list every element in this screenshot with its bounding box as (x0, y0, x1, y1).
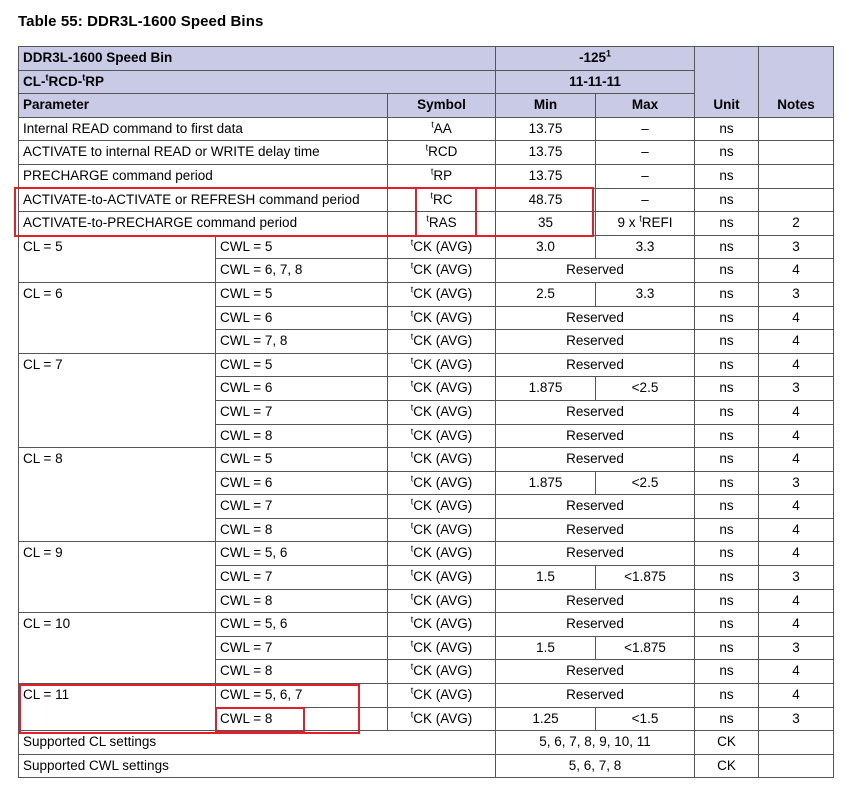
param-unit: ns (695, 164, 759, 188)
cwl-unit: ns (695, 282, 759, 306)
max-header: Max (596, 94, 695, 118)
cwl-max: 3.3 (596, 235, 695, 259)
speed-bin-label: DDR3L-1600 Speed Bin (19, 47, 496, 71)
symbol-header: Symbol (388, 94, 496, 118)
reserved-cell: Reserved (496, 400, 695, 424)
symbol-t-prefix: t (410, 591, 414, 602)
symbol-text: CK (AVG) (413, 639, 473, 655)
param-name: PRECHARGE command period (19, 164, 388, 188)
cwl-label: CWL = 5 (216, 353, 388, 377)
tck-symbol (388, 660, 496, 684)
cwl-notes: 3 (759, 566, 834, 590)
cwl-label: CWL = 8 (216, 424, 388, 448)
symbol-text: CK (AVG) (413, 545, 473, 561)
cwl-notes: 4 (759, 306, 834, 330)
cwl-notes: 4 (759, 684, 834, 708)
cwl-unit: ns (695, 518, 759, 542)
symbol-t-prefix: t (410, 709, 414, 720)
reserved-cell: Reserved (496, 448, 695, 472)
cwl-min: 2.5 (496, 282, 596, 306)
tck-symbol (388, 684, 496, 708)
cl-trcd-trp-label: CL-$^t$RCD-$^t$RP (19, 70, 496, 94)
cwl-notes: 4 (759, 660, 834, 684)
param-notes (759, 117, 834, 141)
cl-cwl-row (19, 353, 834, 377)
cwl-notes: 4 (759, 330, 834, 354)
reserved-cell: Reserved (496, 259, 695, 283)
symbol-t-prefix: t (430, 190, 433, 201)
cwl-notes: 3 (759, 636, 834, 660)
symbol-text: CK (AVG) (413, 309, 473, 325)
symbol-text: CK (AVG) (413, 592, 473, 608)
param-symbol (388, 117, 496, 141)
param-name: ACTIVATE to internal READ or WRITE delay time (19, 141, 388, 165)
tck-symbol (388, 613, 496, 637)
tck-symbol (388, 306, 496, 330)
speed-bin-table (18, 46, 834, 778)
cwl-unit: ns (695, 684, 759, 708)
symbol-text: RCD (428, 144, 458, 160)
param-row (19, 188, 834, 212)
cwl-min: 1.5 (496, 636, 596, 660)
cwl-label: CWL = 5, 6 (216, 542, 388, 566)
cwl-label: CWL = 5 (216, 282, 388, 306)
cwl-max: <2.5 (596, 471, 695, 495)
symbol-text: CK (AVG) (413, 451, 473, 467)
cwl-notes: 3 (759, 471, 834, 495)
param-min: 35 (496, 212, 596, 236)
cwl-notes: 3 (759, 235, 834, 259)
cwl-notes: 4 (759, 400, 834, 424)
param-unit: ns (695, 212, 759, 236)
cwl-label: CWL = 5 (216, 448, 388, 472)
symbol-t-prefix: t (410, 567, 414, 578)
cwl-unit: ns (695, 377, 759, 401)
cl-label: CL = 6 (19, 282, 216, 353)
cwl-unit: ns (695, 400, 759, 424)
param-unit: ns (695, 141, 759, 165)
parameter-header: Parameter (19, 94, 388, 118)
symbol-text: CK (AVG) (413, 238, 473, 254)
cl-label: CL = 10 (19, 613, 216, 684)
tck-symbol (388, 282, 496, 306)
symbol-text: CK (AVG) (413, 285, 473, 301)
notes-header: Notes (759, 47, 834, 118)
symbol-t-prefix: t (410, 661, 414, 672)
cwl-label: CWL = 8 (216, 660, 388, 684)
cwl-label: CWL = 6, 7, 8 (216, 259, 388, 283)
param-symbol (388, 164, 496, 188)
supported-notes (759, 731, 834, 755)
param-min: 13.75 (496, 117, 596, 141)
param-min: 48.75 (496, 188, 596, 212)
supported-unit: CK (695, 731, 759, 755)
param-notes: 2 (759, 212, 834, 236)
cl-cwl-row (19, 235, 834, 259)
tck-symbol (388, 235, 496, 259)
param-unit: ns (695, 188, 759, 212)
symbol-t-prefix: t (410, 308, 414, 319)
cwl-label: CWL = 8 (216, 707, 388, 731)
tck-symbol (388, 518, 496, 542)
reserved-cell: Reserved (496, 353, 695, 377)
cl-cwl-row (19, 684, 834, 708)
cwl-max: <1.875 (596, 636, 695, 660)
symbol-text: CK (AVG) (413, 474, 473, 490)
symbol-t-prefix: t (410, 520, 414, 531)
symbol-text: AA (433, 120, 452, 136)
cwl-max: <2.5 (596, 377, 695, 401)
symbol-t-prefix: t (426, 213, 429, 224)
reserved-cell: Reserved (496, 330, 695, 354)
max-prefix: 9 x (617, 215, 640, 231)
cwl-label: CWL = 6 (216, 471, 388, 495)
min-header: Min (496, 94, 596, 118)
symbol-text: RP (433, 167, 453, 183)
symbol-t-prefix: t (410, 685, 414, 696)
cwl-min: 1.25 (496, 707, 596, 731)
symbol-text: CK (AVG) (413, 687, 473, 703)
symbol-t-prefix: t (410, 284, 414, 295)
cwl-label: CWL = 8 (216, 518, 388, 542)
cwl-label: CWL = 6 (216, 377, 388, 401)
symbol-t-prefix: t (410, 331, 414, 342)
cwl-label: CWL = 8 (216, 589, 388, 613)
reserved-cell: Reserved (496, 684, 695, 708)
reserved-cell: Reserved (496, 613, 695, 637)
param-row (19, 164, 834, 188)
unit-header: Unit (695, 47, 759, 118)
tck-symbol (388, 353, 496, 377)
cwl-unit: ns (695, 542, 759, 566)
symbol-text: CK (AVG) (413, 710, 473, 726)
tck-symbol (388, 330, 496, 354)
supported-notes (759, 754, 834, 778)
param-row (19, 117, 834, 141)
symbol-text: CK (AVG) (413, 427, 473, 443)
cwl-unit: ns (695, 636, 759, 660)
reserved-cell: Reserved (496, 306, 695, 330)
cwl-min: 1.5 (496, 566, 596, 590)
param-max: – (596, 141, 695, 165)
param-name: Internal READ command to first data (19, 117, 388, 141)
tck-symbol (388, 566, 496, 590)
max-symbol: REFI (641, 215, 673, 231)
reserved-cell: Reserved (496, 518, 695, 542)
symbol-text: CK (AVG) (413, 663, 473, 679)
symbol-t-prefix: t (410, 402, 414, 413)
supported-value: 5, 6, 7, 8, 9, 10, 11 (496, 731, 695, 755)
tck-symbol (388, 471, 496, 495)
cwl-notes: 3 (759, 377, 834, 401)
cwl-label: CWL = 7 (216, 636, 388, 660)
cwl-unit: ns (695, 613, 759, 637)
param-max: – (596, 117, 695, 141)
param-notes (759, 188, 834, 212)
cwl-notes: 4 (759, 518, 834, 542)
tck-symbol (388, 542, 496, 566)
cwl-unit: ns (695, 448, 759, 472)
cwl-label: CWL = 7 (216, 400, 388, 424)
reserved-cell: Reserved (496, 495, 695, 519)
cwl-label: CWL = 5, 6 (216, 613, 388, 637)
supported-label: Supported CWL settings (19, 754, 496, 778)
cwl-notes: 4 (759, 542, 834, 566)
param-name: ACTIVATE-to-PRECHARGE command period (19, 212, 388, 236)
cl-label: CL = 5 (19, 235, 216, 282)
supported-unit: CK (695, 754, 759, 778)
symbol-text: RAS (428, 215, 457, 231)
symbol-t-prefix: t (410, 543, 414, 554)
reserved-cell: Reserved (496, 660, 695, 684)
reserved-cell: Reserved (496, 542, 695, 566)
cwl-unit: ns (695, 566, 759, 590)
cwl-label: CWL = 7, 8 (216, 330, 388, 354)
reserved-cell: Reserved (496, 424, 695, 448)
cwl-unit: ns (695, 589, 759, 613)
symbol-t-prefix: t (431, 119, 434, 130)
cl-cwl-row (19, 448, 834, 472)
reserved-cell: Reserved (496, 589, 695, 613)
cwl-unit: ns (695, 471, 759, 495)
supported-row (19, 754, 834, 778)
header-row-speed-bin (19, 47, 834, 71)
symbol-t-prefix: t (430, 166, 434, 177)
cwl-unit: ns (695, 259, 759, 283)
tck-symbol (388, 424, 496, 448)
cwl-label: CWL = 7 (216, 566, 388, 590)
symbol-t-prefix: t (410, 426, 414, 436)
cwl-unit: ns (695, 353, 759, 377)
cl-cwl-row (19, 542, 834, 566)
symbol-t-prefix: t (425, 142, 429, 153)
param-notes (759, 164, 834, 188)
param-name: ACTIVATE-to-ACTIVATE or REFRESH command period (19, 188, 388, 212)
cwl-label: CWL = 7 (216, 495, 388, 519)
tck-symbol (388, 259, 496, 283)
param-max: – (596, 188, 695, 212)
tck-symbol (388, 400, 496, 424)
cl-label: CL = 7 (19, 353, 216, 447)
param-max (596, 212, 695, 236)
cwl-unit: ns (695, 306, 759, 330)
symbol-t-prefix: t (410, 473, 414, 484)
cwl-notes: 3 (759, 707, 834, 731)
speed-grade: $-125^1$ (496, 47, 695, 71)
symbol-t-prefix: t (410, 378, 414, 389)
cwl-unit: ns (695, 495, 759, 519)
cl-cwl-row (19, 613, 834, 637)
param-max: – (596, 164, 695, 188)
cl-label: CL = 9 (19, 542, 216, 613)
param-symbol (388, 141, 496, 165)
symbol-t-prefix: t (410, 614, 414, 625)
param-min: 13.75 (496, 141, 596, 165)
cl-label: CL = 11 (19, 684, 216, 731)
cwl-unit: ns (695, 235, 759, 259)
cwl-label: CWL = 5, 6, 7 (216, 684, 388, 708)
cwl-notes: 4 (759, 613, 834, 637)
cwl-notes: 4 (759, 424, 834, 448)
cwl-min: 1.875 (496, 471, 596, 495)
symbol-text: CK (AVG) (413, 569, 473, 585)
symbol-text: RC (433, 191, 453, 207)
tck-symbol (388, 448, 496, 472)
param-symbol (388, 212, 496, 236)
cl-label: CL = 8 (19, 448, 216, 542)
tck-symbol (388, 495, 496, 519)
cwl-max: <1.875 (596, 566, 695, 590)
param-row (19, 141, 834, 165)
symbol-t-prefix: t (410, 237, 414, 248)
param-row (19, 212, 834, 236)
cwl-min: 1.875 (496, 377, 596, 401)
table-title: Table 55: DDR3L-1600 Speed Bins (18, 13, 264, 30)
symbol-text: CK (AVG) (413, 616, 473, 632)
cwl-notes: 4 (759, 353, 834, 377)
symbol-text: CK (AVG) (413, 356, 473, 372)
cwl-unit: ns (695, 707, 759, 731)
symbol-text: CK (AVG) (413, 380, 473, 396)
cwl-max: <1.5 (596, 707, 695, 731)
param-unit: ns (695, 117, 759, 141)
symbol-text: CK (AVG) (413, 498, 473, 514)
cwl-notes: 4 (759, 589, 834, 613)
symbol-t-prefix: t (410, 355, 414, 366)
tck-symbol (388, 707, 496, 731)
supported-value: 5, 6, 7, 8 (496, 754, 695, 778)
cwl-notes: 4 (759, 448, 834, 472)
symbol-t-prefix: t (410, 449, 414, 460)
cl-cwl-row (19, 282, 834, 306)
supported-row (19, 731, 834, 755)
symbol-t-prefix: t (639, 213, 642, 224)
cwl-notes: 4 (759, 259, 834, 283)
supported-label: Supported CL settings (19, 731, 496, 755)
symbol-text: CK (AVG) (413, 333, 473, 349)
param-symbol (388, 188, 496, 212)
tck-symbol (388, 377, 496, 401)
param-notes (759, 141, 834, 165)
tck-symbol (388, 636, 496, 660)
cwl-notes: 3 (759, 282, 834, 306)
symbol-t-prefix: t (410, 260, 414, 271)
cwl-label: CWL = 6 (216, 306, 388, 330)
cwl-notes: 4 (759, 495, 834, 519)
symbol-t-prefix: t (410, 638, 414, 649)
symbol-text: CK (AVG) (413, 262, 473, 278)
cwl-label: CWL = 5 (216, 235, 388, 259)
cwl-unit: ns (695, 330, 759, 354)
param-min: 13.75 (496, 164, 596, 188)
cwl-unit: ns (695, 424, 759, 448)
cwl-max: 3.3 (596, 282, 695, 306)
symbol-t-prefix: t (410, 496, 414, 507)
cwl-unit: ns (695, 660, 759, 684)
symbol-text: CK (AVG) (413, 403, 473, 419)
cwl-min: 3.0 (496, 235, 596, 259)
tck-symbol (388, 589, 496, 613)
symbol-text: CK (AVG) (413, 521, 473, 537)
timing-value: 11-11-11 (496, 70, 695, 94)
